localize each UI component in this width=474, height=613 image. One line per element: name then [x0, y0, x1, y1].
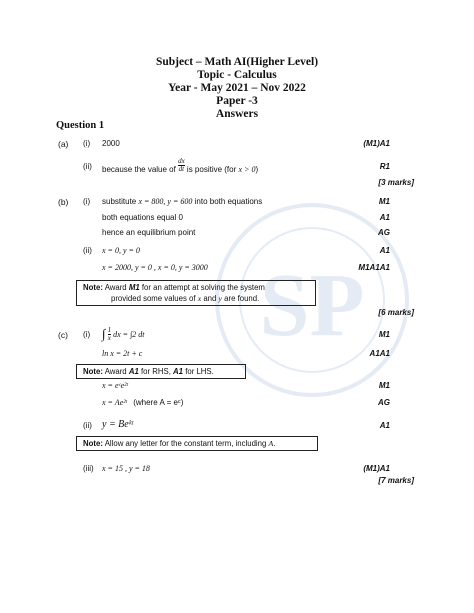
part-c-line3: x = eᶜe²ᵗ: [102, 381, 128, 390]
part-c-label: (c): [58, 330, 68, 340]
part-c-line1-rest: dx = ∫2 dt: [113, 330, 145, 339]
part-b-label: (b): [58, 197, 69, 207]
part-b-ii-line2-mark: M1A1A1: [358, 263, 390, 272]
note-var-x: x: [197, 293, 202, 303]
note-mark-code: A1: [173, 367, 184, 376]
part-b-ii-label: (ii): [83, 246, 92, 255]
part-c-line1: [102, 324, 144, 342]
integral-sign: ∫: [102, 326, 106, 341]
note-text: are found.: [224, 293, 260, 303]
note-text: .: [273, 439, 276, 448]
part-a-i-answer: 2000: [102, 139, 120, 148]
part-c-line3-mark: M1: [378, 381, 390, 390]
one-over-x-fraction: $\frac{1}{x}$: [107, 325, 112, 342]
part-b-ii-line1-mark: A1: [379, 246, 390, 255]
note-text: Allow any letter for the constant term, including: [104, 439, 267, 448]
part-b-line1-pre: substitute: [102, 197, 137, 206]
part-c-iii-label: (iii): [83, 464, 94, 473]
note-text: Award: [104, 367, 127, 376]
part-c-line4-paren: (where A = eᶜ): [133, 398, 184, 407]
part-a-ii-text-pre: because the value of: [102, 164, 176, 174]
part-b-ii-line1: x = 0, y = 0: [102, 246, 140, 255]
part-a-label: (a): [58, 139, 69, 149]
part-c-note1: [76, 364, 246, 379]
topic-heading: Topic - Calculus: [197, 69, 277, 81]
svg-text:SP: SP: [259, 256, 365, 355]
part-b-total: [6 marks]: [378, 308, 414, 317]
dx-dt-fraction: $\frac{dx}{dt}$: [178, 157, 185, 173]
note-label: Note:: [83, 367, 103, 376]
note-label: Note:: [83, 439, 103, 448]
subject-heading: Subject – Math AI(Higher Level): [155, 56, 319, 68]
part-c-ii-answer: y = Beᵏᵗ: [102, 419, 134, 430]
part-c-line2: ln x = 2t + c: [102, 349, 143, 358]
part-b-note: [76, 280, 316, 306]
part-c-line4: [102, 398, 183, 407]
part-b-line3: hence an equilibrium point: [102, 228, 196, 237]
part-c-iii-answer: x = 15 , y = 18: [102, 464, 150, 473]
part-c-iii-mark: (M1)A1: [363, 464, 390, 473]
part-c-line1-mark: M1: [378, 330, 390, 339]
part-a-ii-text: [102, 158, 258, 173]
part-a-total: [3 marks]: [378, 178, 414, 187]
part-a-ii-label: (ii): [83, 162, 92, 171]
part-c-ii-mark: A1: [379, 421, 390, 430]
part-b-ii-line2: x = 2000, y = 0 , x = 0, y = 3000: [102, 263, 208, 272]
part-a-ii-text-post: is positive (for: [186, 164, 237, 174]
year-heading: Year - May 2021 – Nov 2022: [168, 82, 306, 94]
part-b-line1: [102, 197, 262, 206]
part-b-line2-mark: A1: [379, 213, 390, 222]
note-label: Note:: [83, 283, 103, 292]
note-text: for RHS,: [140, 367, 171, 376]
note-var-y: y: [218, 293, 222, 303]
part-c-total: [7 marks]: [378, 476, 414, 485]
part-b-i-label: (i): [83, 197, 91, 206]
part-c-i-label: (i): [83, 330, 91, 339]
part-b-line1-post: into both equations: [194, 197, 263, 206]
note-text: provided some values of: [111, 293, 196, 303]
part-b-line1-math: x = 800, y = 600: [138, 197, 193, 206]
part-c-line4-mark: AG: [378, 398, 390, 407]
note-mark-code: M1: [128, 283, 140, 292]
part-c-line4-math: x = Ae²ᵗ: [102, 398, 127, 407]
part-a-i-mark: (M1)A1: [363, 139, 390, 148]
part-a-ii-mark: R1: [379, 162, 390, 171]
part-b-line1-mark: M1: [378, 197, 390, 206]
note-mark-code: A1: [128, 367, 139, 376]
part-a-i-label: (i): [83, 139, 91, 148]
question-title: Question 1: [56, 120, 105, 131]
part-b-line3-mark: AG: [378, 228, 390, 237]
part-c-ii-label: (ii): [83, 421, 92, 430]
note-text: and: [203, 293, 217, 303]
note-text: for an attempt at solving the system: [141, 283, 265, 292]
note-text: Award: [104, 283, 127, 292]
part-a-ii-close: ): [255, 164, 259, 174]
part-c-line2-mark: A1A1: [369, 349, 390, 358]
part-c-note2: [76, 436, 318, 451]
note-text: for LHS.: [185, 367, 214, 376]
part-a-ii-condition: x > 0: [238, 164, 256, 174]
note-var-a: A: [268, 439, 274, 448]
answers-heading: Answers: [215, 108, 259, 120]
part-b-line2: both equations equal 0: [102, 213, 183, 222]
paper-heading: Paper -3: [216, 95, 258, 107]
